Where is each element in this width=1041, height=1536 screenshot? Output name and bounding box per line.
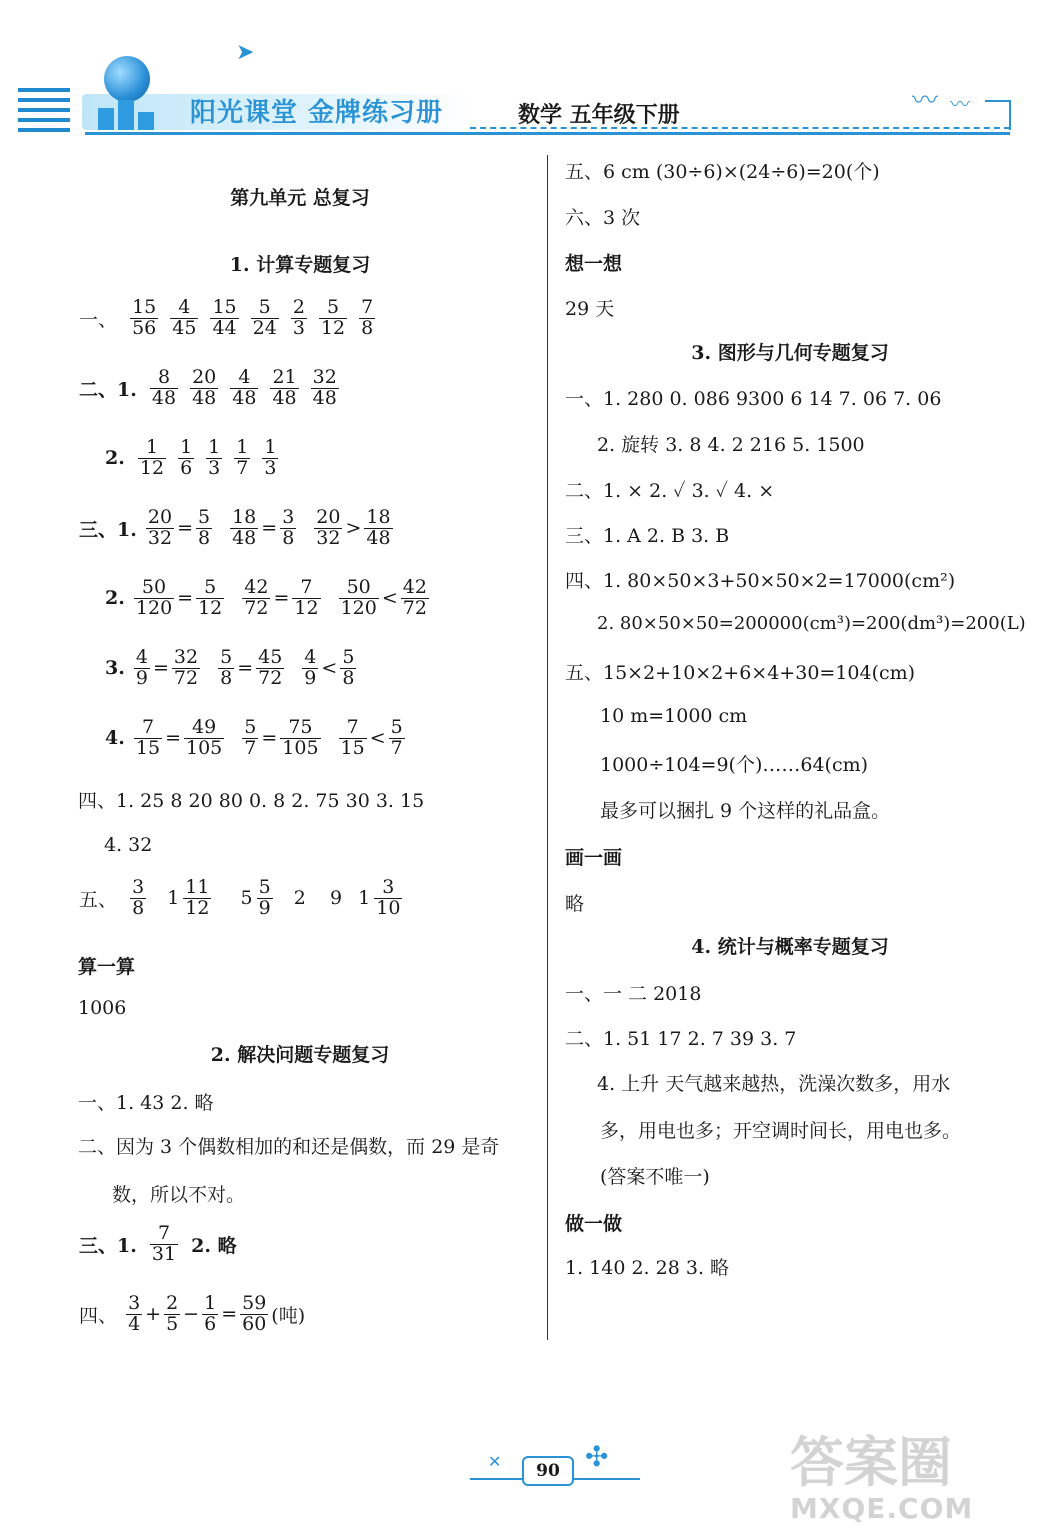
comparison-sign: = [177,517,193,540]
fraction-comparison [312,506,394,549]
fraction: $\frac{20}{48}$ [192,366,217,409]
fraction: $\frac{3}{8}$ [282,506,295,549]
fraction: $\frac{42}{72}$ [244,576,269,619]
answer-line-er2: 2. $\frac{1}{12}$ $\frac{1}{6}$ $\frac{1}{3}$ $\frac{1}{7}$ $\frac{1}{3}$ [104,438,284,479]
fraction: $\frac{7}{15}$ [135,716,161,759]
fraction-comparison [132,576,226,619]
header-corner [985,100,1011,130]
paper-plane-icon: ➤ [236,40,255,65]
unit-title: 第九单元 总复习 [230,187,370,209]
comparison-sign: = [177,587,194,610]
pinwheel-icon: ✣ [585,1440,609,1473]
fraction: $\frac{7}{8}$ [361,296,374,339]
fraction: $\frac{20}{32}$ [316,506,341,549]
fraction: $\frac{32}{48}$ [312,366,337,409]
answer-line-yi: 一、 $\frac{15}{56}$ $\frac{4}{45}$ $\frac{15}{44}$ $\frac{5}{24}$ $\frac{2}{3}$ $\frac{5}{12}$ $\frac{7}{8}$ [78,298,381,339]
answer-line: 10 m=1000 cm [600,705,748,727]
fraction: $\frac{3}{8}$ [132,876,145,919]
header-rule [85,132,1010,135]
bird-icon: 〰 [950,92,970,116]
fraction: $\frac{1}{3}$ [208,436,221,479]
fraction: $\frac{50}{120}$ [135,576,173,619]
answer-line-wu: 五、 $\frac{3}{8}$ 1 $\frac{11}{12}$ 5 $\frac{5}{9}$ 2 9 1 $\frac{3}{10}$ [78,878,416,919]
fraction: $\frac{59}{60}$ [242,1292,267,1335]
globe-icon [104,56,150,102]
answer-line: 一、一 二 2018 [565,983,702,1005]
subsection-title: 算一算 [78,956,136,978]
fraction: $\frac{1}{6}$ [204,1292,217,1335]
answer-line: 4. 上升 天气越来越热，洗澡次数多，用水 [597,1073,951,1095]
watermark-logo-text: 答案圈 [790,1431,952,1494]
fraction: $\frac{18}{48}$ [232,506,257,549]
header-dashed-line [470,127,1010,129]
fraction-comparison [228,506,298,549]
subsection-title: 画一画 [565,847,623,869]
fraction: $\frac{3}{4}$ [128,1292,141,1335]
answer-line: 二、1. 51 17 2. 7 39 3. 7 [565,1028,797,1050]
section-title: 2. 解决问题专题复习 [210,1044,390,1066]
fraction: $\frac{8}{48}$ [151,366,177,409]
section-title: 1. 计算专题复习 [229,254,371,276]
series-title: 阳光课堂 金牌练习册 [190,98,444,128]
answer-line: 一、1. 43 2. 略 [78,1092,214,1114]
subsection-title: 想一想 [565,253,623,275]
subject-label: 数学 五年级下册 [518,103,680,128]
answer-text: 1006 [78,997,127,1019]
mixed-number: 1 $\frac{11}{12}$ [167,876,210,919]
comparison-sign: = [237,657,254,680]
fraction: $\frac{7}{15}$ [340,716,365,759]
answer-line-si1: 四、1. 25 8 20 80 0. 8 2. 75 30 3. 15 [78,790,425,812]
fraction-comparison [240,576,322,619]
fraction: $\frac{2}{5}$ [166,1292,179,1335]
answer-line: 1. 140 2. 28 3. 略 [565,1257,730,1279]
fraction-comparison [337,716,407,759]
answer-line-san3: 3. $\frac{4}{9}$ = $\frac{32}{72}$ $\frac{5}{8}$ = $\frac{45}{72}$ $\frac{4}{9}$ < $\frac{5}{8}$ [104,648,372,689]
fraction: $\frac{2}{3}$ [292,296,305,339]
fraction: $\frac{5}{12}$ [320,296,346,339]
watermark [790,1420,1035,1530]
answer-line-s2-si: 四、 $\frac{3}{4}$ + $\frac{2}{5}$ − $\frac{1}{6}$ = $\frac{59}{60}$ (吨) [79,1292,306,1335]
mixed-number: 1 $\frac{3}{10}$ [358,876,401,919]
fraction: $\frac{4}{9}$ [304,646,317,689]
fraction: $\frac{1}{12}$ [139,436,165,479]
section-title: 4. 统计与概率专题复习 [691,936,889,958]
star-icon: ✕ [488,1452,502,1471]
answer-line-san2: 2. $\frac{50}{120}$ = $\frac{5}{12}$ $\frac{42}{72}$ = $\frac{7}{12}$ $\frac{50}{120}$ < $\frac{42}{72}$ [104,578,445,619]
fraction: $\frac{15}{44}$ [212,296,237,339]
fraction: $\frac{4}{48}$ [232,366,257,409]
fraction: $\frac{5}{7}$ [390,716,403,759]
comparison-sign: < [381,587,398,610]
answer-line-san4: 4. $\frac{7}{15}$ = $\frac{49}{105}$ $\frac{5}{7}$ = $\frac{75}{105}$ $\frac{7}{15}$ < $\frac{5}{7}$ [104,718,421,759]
fraction: $\frac{7}{31}$ [151,1222,177,1265]
answer-line: 2. 80×50×50=200000(cm³)=200(dm³)=200(L) [597,613,1026,634]
answer-line: 五、15×2+10×2+6×4+30=104(cm) [565,662,916,684]
answer-line: 1000÷104=9(个)……64(cm) [600,754,869,776]
answer-line: 三、1. A 2. B 3. B [565,525,730,547]
answer-line: 2. 旋转 3. 8 4. 2 216 5. 1500 [597,434,865,456]
fraction-comparison [132,646,202,689]
page-number: 90 [522,1456,574,1486]
answer-line-s2-san: 三、1. $\frac{7}{31}$ 2. 略 [79,1222,237,1265]
fraction: $\frac{21}{48}$ [272,366,297,409]
fraction: $\frac{5}{7}$ [244,716,257,759]
fraction-comparison [337,576,431,619]
answer-line: 二、1. × 2. ✓ 3. ✓ 4. × [565,480,775,502]
watermark-url: MXQE.COM [790,1492,974,1525]
column-divider [547,155,548,1340]
fraction-comparison [240,716,322,759]
fraction: $\frac{18}{48}$ [366,506,391,549]
comparison-sign: < [321,657,338,680]
answer-line: 一、1. 280 0. 086 9300 6 14 7. 06 7. 06 [565,388,942,410]
answer-line: 四、1. 80×50×3+50×50×2=17000(cm²) [565,570,956,592]
answer-line-er1: 二、1. $\frac{8}{48}$ $\frac{20}{48}$ $\frac{4}{48}$ $\frac{21}{48}$ $\frac{32}{48}$ [78,368,345,409]
comparison-sign: > [345,517,362,540]
fraction-comparison [132,716,226,759]
answer-line-si2: 4. 32 [104,834,153,856]
fraction: $\frac{7}{12}$ [294,576,319,619]
answer-text: 略 [565,893,585,915]
fraction-comparison [144,506,214,549]
comparison-sign: = [261,727,278,750]
answer-line: 数，所以不对。 [112,1184,246,1206]
fraction: $\frac{4}{9}$ [135,646,148,689]
answer-line-san1: 三、1. $\frac{20}{32}$ = $\frac{5}{8}$ $\frac{18}{48}$ = $\frac{3}{8}$ $\frac{20}{32}$ > $\frac{18}{48}$ [78,508,409,549]
section-title: 3. 图形与几何专题复习 [691,342,889,364]
fraction: $\frac{49}{105}$ [186,716,223,759]
comparison-sign: = [273,587,290,610]
fraction: $\frac{50}{120}$ [340,576,377,619]
fraction-comparison [300,646,358,689]
fraction: $\frac{20}{32}$ [147,506,173,549]
building-icon [98,98,168,130]
comparison-sign: < [369,727,386,750]
fraction: $\frac{5}{8}$ [342,646,355,689]
fraction: $\frac{32}{72}$ [173,646,199,689]
bird-icon: 〰 [912,86,939,116]
comparison-sign: = [152,657,169,680]
answer-line: 二、因为 3 个偶数相加的和还是偶数，而 29 是奇 [78,1136,500,1158]
fraction: $\frac{45}{72}$ [258,646,283,689]
fraction: $\frac{75}{105}$ [282,716,319,759]
fraction: $\frac{4}{45}$ [172,296,197,339]
fraction: $\frac{1}{3}$ [264,436,277,479]
fraction: $\frac{42}{72}$ [402,576,427,619]
comparison-sign: = [261,517,278,540]
fraction: $\frac{1}{7}$ [236,436,249,479]
fraction: $\frac{15}{56}$ [132,296,157,339]
fraction: $\frac{5}{8}$ [198,506,211,549]
answer-line: 多，用电也多；开空调时间长，用电也多。 [600,1120,962,1142]
answer-line: 五、6 cm (30÷6)×(24÷6)=20(个) [565,161,880,183]
fraction: $\frac{5}{8}$ [220,646,233,689]
fraction: $\frac{1}{6}$ [180,436,193,479]
answer-text: 29 天 [565,298,615,320]
fraction: $\frac{5}{12}$ [198,576,223,619]
comparison-sign: = [165,727,181,750]
mixed-number: 5 $\frac{5}{9}$ [240,876,271,919]
answer-line: (答案不唯一) [600,1166,710,1188]
subsection-title: 做一做 [565,1213,623,1235]
fraction-comparison [216,646,286,689]
answer-line: 六、3 次 [565,207,641,229]
header-decoration-lines [18,88,70,138]
answer-line: 最多可以捆扎 9 个这样的礼品盒。 [600,800,891,822]
fraction: $\frac{5}{24}$ [252,296,277,339]
